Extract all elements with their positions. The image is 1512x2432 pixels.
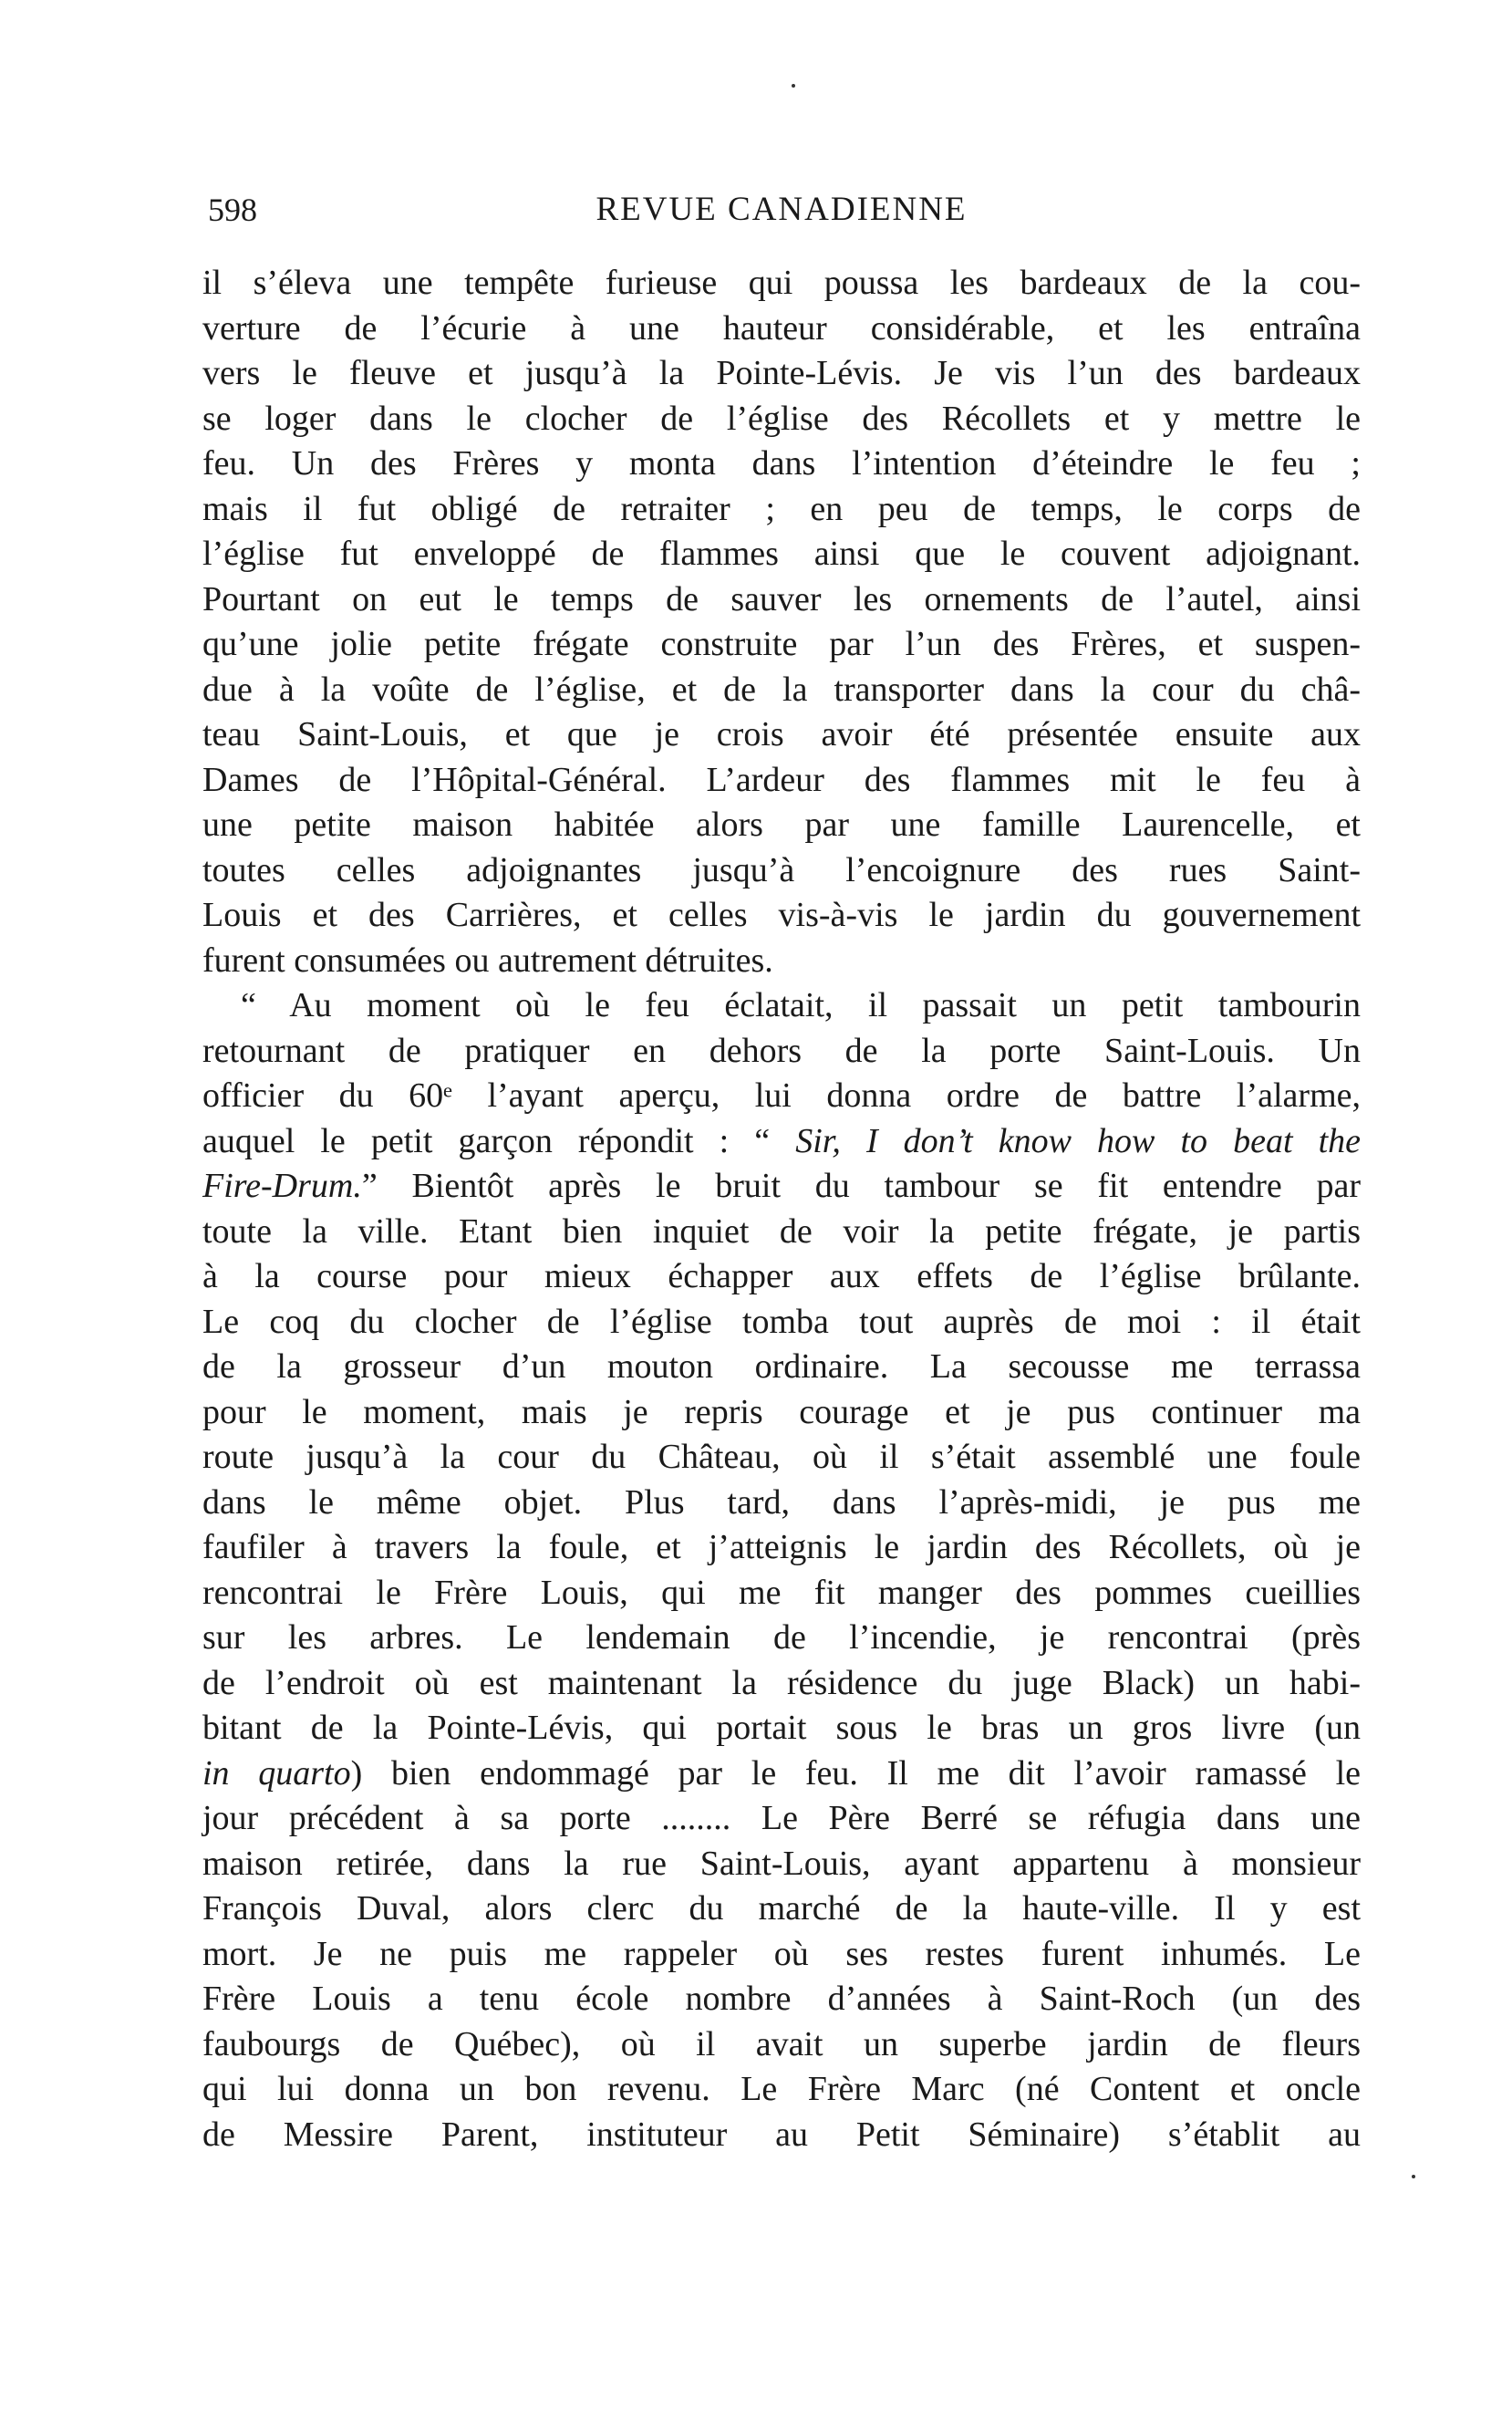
text-line: jour précédent à sa porte ........ Le Père Berré se réfugia dans une [202,1799,1361,1837]
text-line: officier du 60ᵉ l’ayant aperçu, lui donna ordre de battre l’alarme, [202,1076,1361,1115]
text-line: dans le même objet. Plus tard, dans l’après-midi, je pus me [202,1482,1361,1522]
text-line: faufiler à travers la foule, et j’atteignis le jardin des Récollets, où je [202,1528,1361,1566]
text-line: François Duval, alors clerc du marché de la haute-ville. Il y est [202,1889,1361,1928]
text-line: route jusqu’à la cour du Château, où il s’était assemblé une foule [202,1438,1361,1476]
paragraph-2 [202,983,1361,2157]
text-line: Louis et des Carrières, et celles vis-à-vis le jardin du gouvernement [202,896,1361,934]
text-line: verture de l’écurie à une hauteur considérable, et les entraîna [202,308,1361,348]
text-line: se loger dans le clocher de l’église des Récollets et y mettre le [202,399,1361,438]
text-segment: ” Bientôt après le bruit du tambour se fit entendre par [361,1167,1361,1205]
text-line: Le coq du clocher de l’église tomba tout auprès de moi : il était [202,1302,1361,1341]
text-line: qui lui donna un bon revenu. Le Frère Marc (né Content et oncle [202,2070,1361,2108]
scan-speck [792,84,795,88]
italic-term: in quarto [202,1753,351,1793]
text-line: “ Au moment où le feu éclatait, il passait un petit tambourin [241,986,1361,1024]
running-title: REVUE CANADIENNE [595,191,968,228]
text-segment: auquel le petit garçon répondit : “ [202,1121,771,1160]
text-line: de l’endroit où est maintenant la résidence du juge Black) un habi- [202,1663,1361,1702]
italic-quote: Sir, I don’t know how to beat the [795,1121,1362,1160]
text-line: faubourgs de Québec), où il avait un superbe jardin de fleurs [202,2024,1361,2063]
text-line [202,1751,1361,1797]
text-line: pour le moment, mais je repris courage et je pus continuer ma [202,1392,1361,1431]
text-line: due à la voûte de l’église, et de la transporter dans la cour du châ- [202,670,1361,709]
text-line: une petite maison habitée alors par une famille Laurencelle, et [202,805,1361,844]
text-line: à la course pour mieux échapper aux effets de l’église brûlante. [202,1257,1361,1295]
text-line: vers le fleuve et jusqu’à la Pointe-Lévis. Je vis l’un des bardeaux [202,354,1361,392]
text-line: maison retirée, dans la rue Saint-Louis, ayant appartenu à monsieur [202,1844,1361,1883]
paragraph-1 [202,261,1361,983]
text-line: il s’éleva une tempête furieuse qui poussa les bardeaux de la cou- [202,264,1361,302]
italic-quote: Fire-Drum. [202,1167,362,1205]
text-line: toute la ville. Etant bien inquiet de voir la petite frégate, je partis [202,1211,1361,1251]
page-number: 598 [208,192,257,228]
text-line [202,1119,1361,1165]
text-line: de la grosseur d’un mouton ordinaire. La secousse me terrassa [202,1347,1361,1386]
text-line: bitant de la Pointe-Lévis, qui portait sous le bras un gros livre (un [202,1709,1361,1747]
running-head [202,187,1361,233]
text-line: sur les arbres. Le lendemain de l’incendie, je rencontrai (près [202,1618,1361,1657]
text-line: feu. Un des Frères y monta dans l’intention d’éteindre le feu ; [202,444,1361,483]
text-segment: ) bien endommagé par le feu. Il me dit l’avoir ramassé le [350,1753,1362,1793]
text-line: toutes celles adjoignantes jusqu’à l’encoignure des rues Saint- [202,850,1361,889]
scan-speck [1412,2175,1415,2178]
text-line: Frère Louis a tenu école nombre d’années à Saint-Roch (un des [202,1980,1361,2018]
text-line: rencontrai le Frère Louis, qui me fit manger des pommes cueillies [202,1573,1361,1612]
body-text [202,261,1361,2157]
text-line: Pourtant on eut le temps de sauver les ornements de l’autel, ainsi [202,579,1361,618]
text-line: retournant de pratiquer en dehors de la porte Saint-Louis. Un [202,1031,1361,1070]
text-line: qu’une jolie petite frégate construite par l’un des Frères, et suspen- [202,625,1361,663]
text-line: mort. Je ne puis me rappeler où ses restes furent inhumés. Le [202,1934,1361,1973]
document-page [202,0,1361,2432]
text-line: furent consumées ou autrement détruites. [202,941,773,980]
text-line: l’église fut enveloppé de flammes ainsi que le couvent adjoignant. [202,535,1361,573]
text-line: de Messire Parent, instituteur au Petit Séminaire) s’établit au [202,2115,1361,2154]
text-line: Dames de l’Hôpital-Général. L’ardeur des flammes mit le feu à [202,760,1361,799]
text-line: teau Saint-Louis, et que je crois avoir été présentée ensuite aux [202,715,1361,754]
text-line [202,1164,1361,1210]
text-line: mais il fut obligé de retraiter ; en peu de temps, le corps de [202,489,1361,528]
